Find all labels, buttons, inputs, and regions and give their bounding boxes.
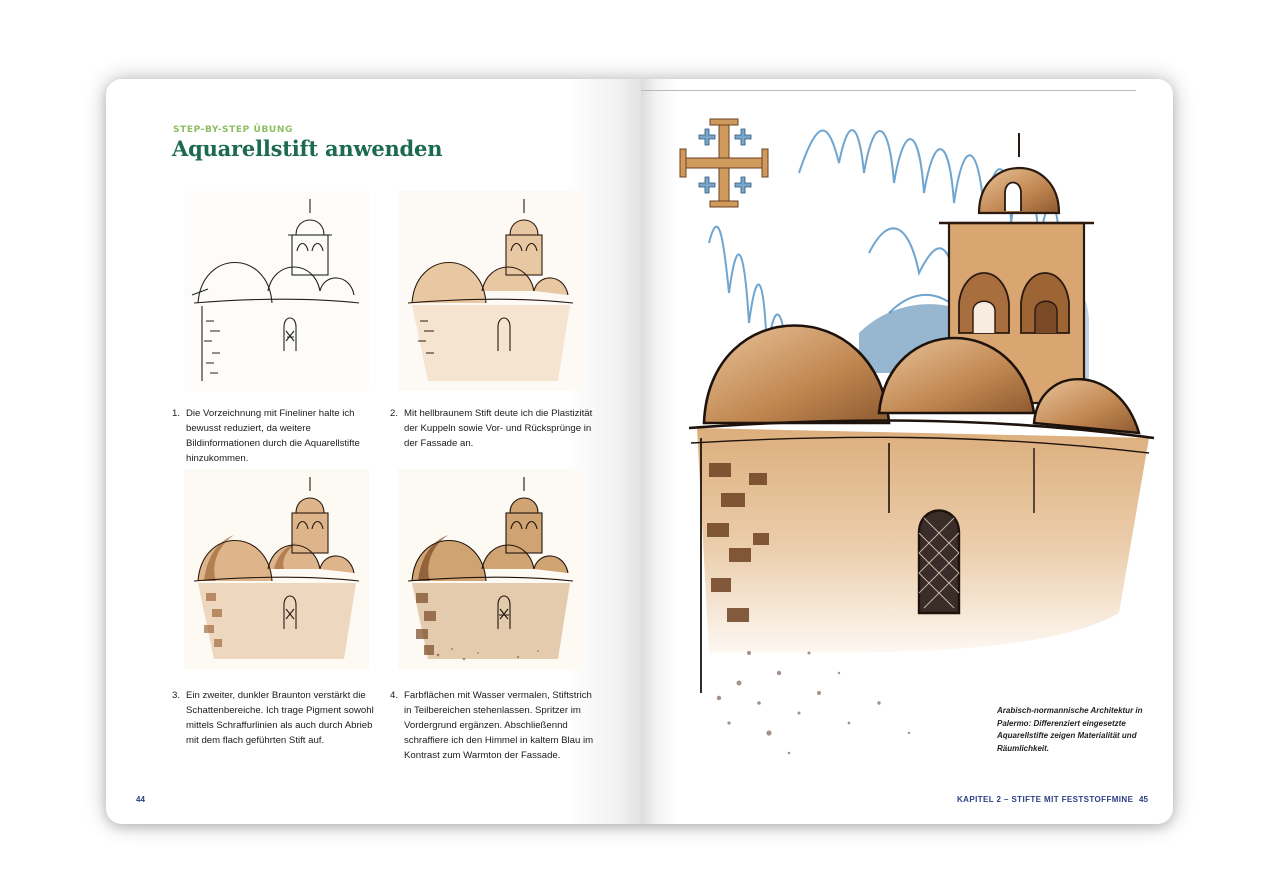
step-1-description: Die Vorzeichnung mit Fineliner halte ich bewusst reduziert, da weitere Bildinformationen durch die Aquarellstifte hinzukommen. [186, 408, 360, 464]
step-3-number: 3. [172, 690, 181, 701]
section-kicker: STEP-BY-STEP ÜBUNG [173, 125, 293, 135]
step-3-illustration [184, 469, 369, 669]
step-2-description: Mit hellbraunem Stift deute ich die Plastizität der Kuppeln sowie Vor- und Rücksprünge in der Fassade an. [404, 408, 593, 449]
jerusalem-cross-emblem [680, 119, 768, 207]
figure-caption: Arabisch-normannische Architektur in Palermo: Differenziert eingesetzte Aquarellstifte zeigen Materialität und Räumlichkeit. [997, 706, 1143, 753]
step-3-text [172, 688, 386, 748]
step-4-number: 4. [390, 690, 399, 701]
right-page-number: 45 [1139, 795, 1148, 804]
step-2-illustration [398, 191, 583, 391]
step-2-text [390, 406, 594, 451]
step-1-number: 1. [172, 408, 181, 419]
step-3-sketch [184, 469, 369, 669]
palermo-church-illustration [649, 93, 1169, 793]
page-title: Aquarellstift anwenden [172, 136, 443, 161]
arched-window [919, 511, 959, 614]
step-2-sketch [398, 191, 583, 391]
paint-splatter [717, 651, 910, 754]
left-page-number: 44 [136, 795, 145, 804]
running-head: KAPITEL 2 – STIFTE MIT FESTSTOFFMINE [957, 795, 1134, 804]
step-1-text [172, 406, 382, 466]
step-4-text [390, 688, 600, 763]
top-rule [641, 90, 1136, 91]
step-4-illustration [398, 469, 583, 669]
step-1-illustration [184, 191, 369, 391]
step-4-description: Farbflächen mit Wasser vermalen, Stiftstrich in Teilbereichen stehenlassen. Spritzer im Vordergrund ergänzen. Abschließennd schraffiere ich den Himmel in kaltem Blau im Kontrast zum Warmton der Fassade. [404, 690, 594, 761]
book-spread [106, 79, 1173, 824]
step-3-description: Ein zweiter, dunkler Braunton verstärkt die Schattenbereiche. Ich trage Pigment sowohl mittels Schraffurlinien als auch durch Abrieb mit dem flach geführten Stift auf. [186, 690, 374, 746]
step-1-sketch [184, 191, 369, 391]
main-illustration [649, 93, 1169, 793]
left-page [106, 79, 641, 824]
step-4-sketch [398, 469, 583, 669]
right-page [641, 79, 1173, 824]
step-2-number: 2. [390, 408, 399, 419]
